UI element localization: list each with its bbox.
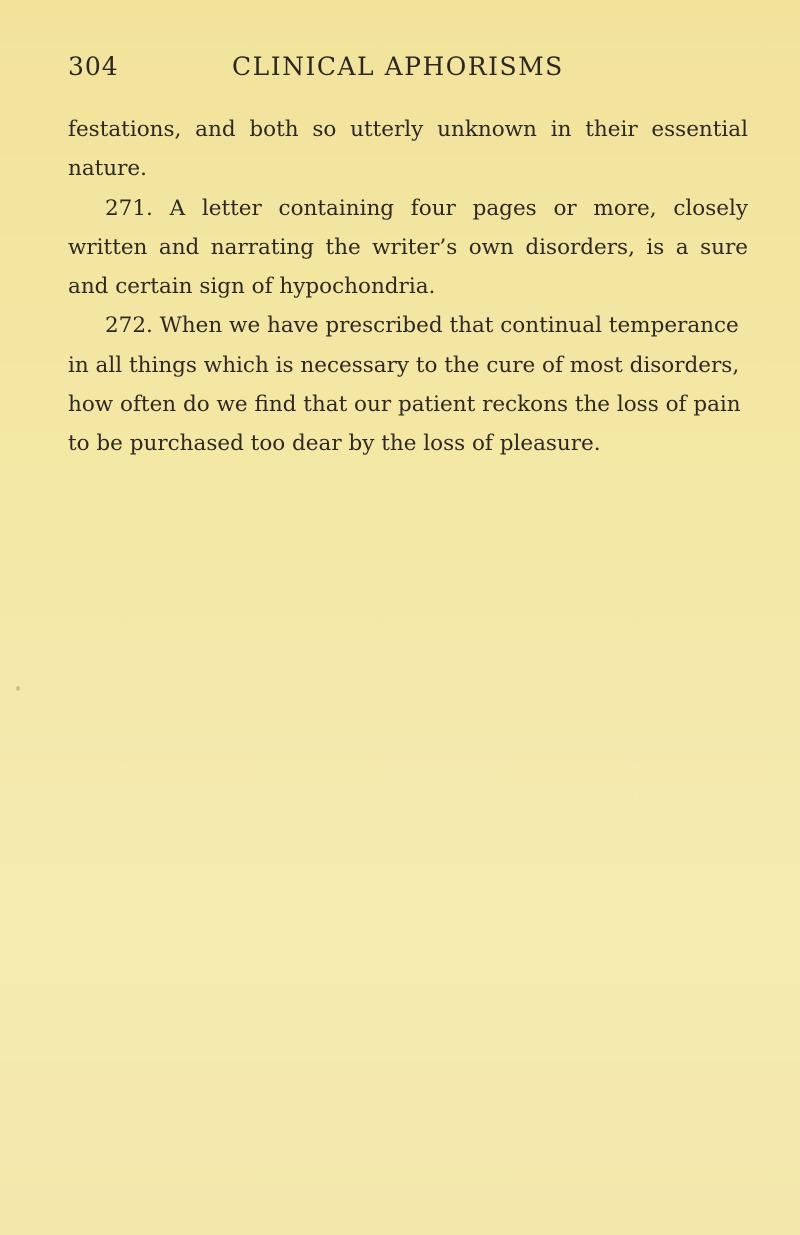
page-title: CLINICAL APHORISMS — [232, 52, 564, 81]
paragraph-aphorism-271: 271. A letter containing four pages or more, closely written and narrating the writer’s own disorders, is a sure and certain sign of hypochondria. — [68, 195, 748, 300]
body-text — [68, 110, 748, 464]
paragraph-aphorism-272: 272. When we have prescribed that continual temperance in all things which is necessary to the cure of most disorders, how often do we find that our patient reckons the loss of pain to be purchased too dear by the loss of pleasure. — [68, 313, 741, 457]
running-head — [68, 52, 748, 92]
paper-speck — [16, 686, 20, 691]
page-number: 304 — [68, 52, 119, 81]
paragraph-continuation: festations, and both so utterly unknown in their essential nature. — [68, 117, 748, 182]
